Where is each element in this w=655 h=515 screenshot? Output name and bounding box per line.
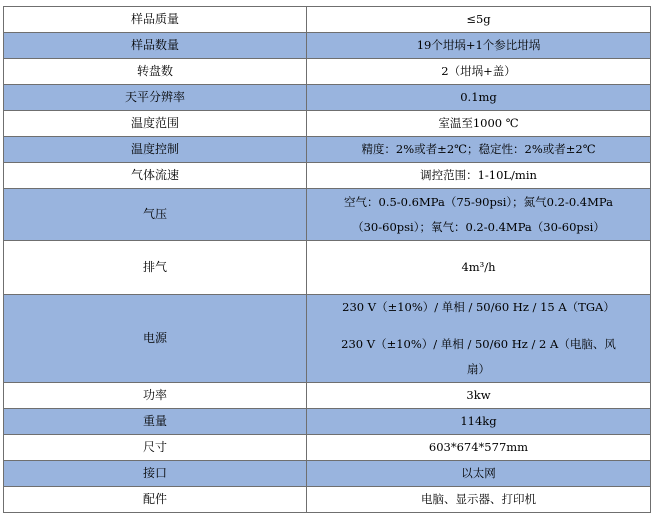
row-label: 温度范围: [4, 111, 307, 137]
row-label: 排气: [4, 241, 307, 295]
row-value: [307, 189, 651, 241]
row-value: 114kg: [307, 409, 651, 435]
row-value: 以太网: [307, 461, 651, 487]
table-row: [4, 137, 651, 163]
row-label: 天平分辨率: [4, 85, 307, 111]
row-label: 电源: [4, 295, 307, 383]
row-label: 气压: [4, 189, 307, 241]
value-line: 230 V（±10%）/ 单相 / 50/60 Hz / 2 A（电脑、风: [341, 337, 616, 351]
table-row: [4, 33, 651, 59]
value-line: （30-60psi）；氧气：0.2-0.4MPa（30-60psi）: [352, 219, 605, 234]
table-row: [4, 487, 651, 513]
table-row: [4, 435, 651, 461]
table-row: [4, 189, 651, 241]
row-value: 3kw: [307, 383, 651, 409]
table-row: [4, 241, 651, 295]
row-value: 2（坩埚+盖）: [307, 59, 651, 85]
table-row: [4, 383, 651, 409]
value-line: 扇）: [467, 362, 490, 376]
row-value: 精度：2%或者±2℃；稳定性：2%或者±2℃: [307, 137, 651, 163]
table-row: [4, 295, 651, 383]
row-label: 重量: [4, 409, 307, 435]
row-label: 气体流速: [4, 163, 307, 189]
row-value: 0.1mg: [307, 85, 651, 111]
table-row: [4, 59, 651, 85]
value-line: 空气：0.5-0.6MPa（75-90psi）；氮气0.2-0.4MPa: [344, 194, 613, 209]
table-row: [4, 7, 651, 33]
row-label: 样品质量: [4, 7, 307, 33]
row-value: 室温至1000 ℃: [307, 111, 651, 137]
table-row: [4, 111, 651, 137]
table-row: [4, 85, 651, 111]
value-line: 230 V（±10%）/ 单相 / 50/60 Hz / 15 A（TGA）: [342, 300, 615, 314]
row-label: 配件: [4, 487, 307, 513]
row-label: 温度控制: [4, 137, 307, 163]
row-value: [307, 295, 651, 383]
row-value: 19个坩埚+1个参比坩埚: [307, 33, 651, 59]
row-label: 尺寸: [4, 435, 307, 461]
row-value: 调控范围：1-10L/min: [307, 163, 651, 189]
row-value: 电脑、显示器、打印机: [307, 487, 651, 513]
row-label: 转盘数: [4, 59, 307, 85]
line-gap: [313, 320, 644, 332]
table-row: [4, 409, 651, 435]
row-value: ≤5g: [307, 7, 651, 33]
table-row: [4, 461, 651, 487]
row-label: 接口: [4, 461, 307, 487]
row-label: 功率: [4, 383, 307, 409]
row-value: 4m³/h: [307, 241, 651, 295]
spec-table: [3, 6, 651, 513]
row-value: 603*674*577mm: [307, 435, 651, 461]
table-row: [4, 163, 651, 189]
row-label: 样品数量: [4, 33, 307, 59]
